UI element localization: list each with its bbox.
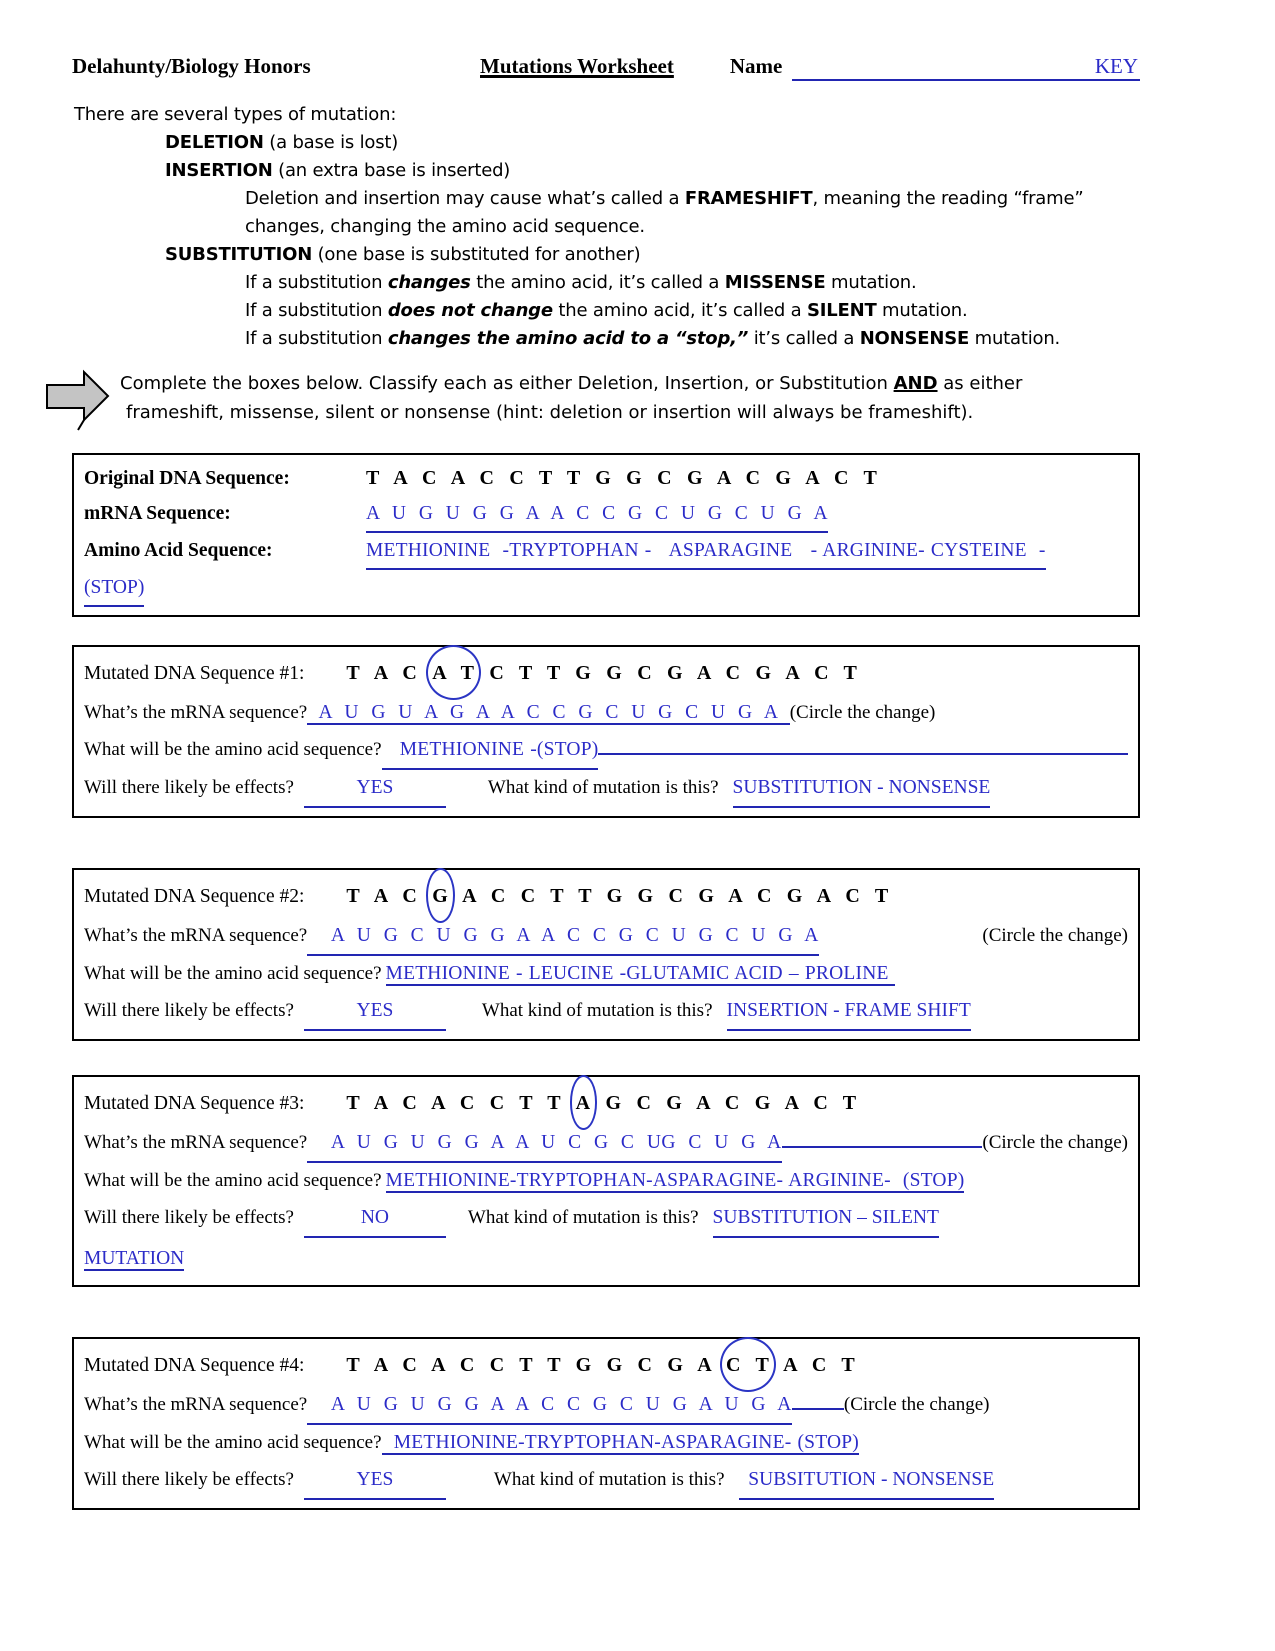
effects-row xyxy=(84,1200,1128,1238)
circle-change-note: (Circle the change) xyxy=(982,1132,1128,1153)
mutation-types-intro xyxy=(72,105,1140,348)
mutated-dna-sequence-1 xyxy=(346,662,858,684)
amino-question-row xyxy=(84,732,1128,770)
circled-bases: A T xyxy=(432,662,476,684)
seq-pre: T A C A C C T T xyxy=(346,1092,576,1114)
amino-answer-3: METHIONINE-TRYPTOPHAN-ASPARAGINE- ARGININE- (STOP) xyxy=(385,1170,965,1191)
mutation-kind-answer-continued xyxy=(84,1242,1128,1277)
mutation-kind-answer-1: SUBSTITUTION - NONSENSE xyxy=(733,770,991,808)
blank-underline xyxy=(782,1146,983,1148)
amino-acid-sequence: METHIONINE -TRYPTOPHAN - ASPARAGINE - ARGININE- CYSTEINE - xyxy=(366,533,1046,570)
circled-bases: G xyxy=(432,885,450,907)
circled-bases: C T xyxy=(726,1354,771,1376)
mutation-kind-question: What kind of mutation is this? xyxy=(493,1469,725,1490)
mrna-question: What’s the mRNA sequence? xyxy=(84,702,308,723)
worksheet-title: Mutations Worksheet xyxy=(480,54,674,78)
intro-line-nonsense: If a substitution changes the amino acid to a “stop,” it’s called a NONSENSE mutation. xyxy=(245,328,1061,349)
amino-question: What will be the amino acid sequence? xyxy=(84,1432,382,1453)
mutation-kind-question: What kind of mutation is this? xyxy=(487,777,719,798)
circle-change-note: (Circle the change) xyxy=(843,1394,990,1415)
mutated-box-3-label: Mutated DNA Sequence #3: xyxy=(84,1093,305,1114)
amino-answer-1: METHIONINE -(STOP) xyxy=(382,732,599,770)
name-label: Name xyxy=(729,54,783,78)
mutated-dna-row xyxy=(84,653,1128,695)
mrna-answer-3: A U G U G G A A U C G C UG C U G A xyxy=(307,1125,781,1163)
effects-answer-2: YES xyxy=(304,993,446,1031)
mutated-box-2-label: Mutated DNA Sequence #2: xyxy=(84,886,305,907)
intro-line: There are several types of mutation: xyxy=(74,104,397,125)
original-amino-row-2 xyxy=(84,570,1128,607)
mrna-question-row xyxy=(84,695,1128,732)
amino-question-row xyxy=(84,1163,1128,1200)
intro-line-missense: If a substitution changes the amino acid, it’s called a MISSENSE mutation. xyxy=(245,272,917,293)
effects-answer-3: NO xyxy=(304,1200,446,1238)
mutated-box-3 xyxy=(72,1075,1140,1287)
intro-line-frameshift: Deletion and insertion may cause what’s called a FRAMESHIFT, meaning the reading “frame” xyxy=(245,188,1084,209)
mutation-kind-question: What kind of mutation is this? xyxy=(467,1207,699,1228)
seq-pre: T A C xyxy=(346,885,433,907)
effects-row xyxy=(84,1462,1128,1500)
mrna-question: What’s the mRNA sequence? xyxy=(84,925,308,946)
amino-answer-4: METHIONINE-TRYPTOPHAN-ASPARAGINE- (STOP) xyxy=(381,1432,859,1453)
intro-line-deletion: DELETION (a base is lost) xyxy=(165,132,399,153)
effects-answer-4: YES xyxy=(304,1462,446,1500)
original-amino-row xyxy=(84,533,1128,570)
effects-question: Will there likely be effects? xyxy=(84,777,294,798)
right-arrow-icon xyxy=(45,369,111,431)
mutation-kind-answer-4: SUBSITUTION - NONSENSE xyxy=(739,1462,995,1500)
blank-underline xyxy=(792,1408,844,1410)
original-dna-label: Original DNA Sequence: xyxy=(84,468,290,489)
effects-question: Will there likely be effects? xyxy=(84,1469,294,1490)
original-sequence-box xyxy=(72,453,1140,617)
answer-key-text: KEY xyxy=(1094,54,1138,78)
page-header xyxy=(72,54,1140,81)
mrna-answer-4: A U G U G G A A C C G C U G A U G A xyxy=(307,1387,792,1425)
amino-answer-2: METHIONINE - LEUCINE -GLUTAMIC ACID – PROLINE xyxy=(385,963,895,984)
course-title: Delahunty/Biology Honors xyxy=(72,54,311,78)
mutated-dna-row xyxy=(84,876,1128,918)
mutated-box-4-label: Mutated DNA Sequence #4: xyxy=(84,1355,305,1376)
mrna-question: What’s the mRNA sequence? xyxy=(84,1132,308,1153)
mutated-box-2 xyxy=(72,868,1140,1041)
amino-question-row xyxy=(84,956,1128,993)
original-mrna-row xyxy=(84,496,1128,533)
mutated-box-1-label: Mutated DNA Sequence #1: xyxy=(84,663,305,684)
blank-underline xyxy=(598,753,1128,755)
stop-codon-text: (STOP) xyxy=(84,570,144,607)
mrna-question-row xyxy=(84,918,1128,956)
mrna-question: What’s the mRNA sequence? xyxy=(84,1394,308,1415)
intro-line-insertion: INSERTION (an extra base is inserted) xyxy=(165,160,511,181)
effects-answer-1: YES xyxy=(304,770,446,808)
seq-post: C T T G G C G A C G A C T xyxy=(475,662,859,684)
circled-mutation-2 xyxy=(432,876,449,916)
instructions xyxy=(72,369,1140,427)
mrna-answer-2: A U G C U G G A A C C G C U G C U G A xyxy=(307,918,819,956)
mrna-label: mRNA Sequence: xyxy=(84,503,231,524)
mrna-question-row xyxy=(84,1125,1128,1163)
circle-change-note: (Circle the change) xyxy=(789,702,936,723)
mutation-kind-question: What kind of mutation is this? xyxy=(481,1000,713,1021)
circle-change-note: (Circle the change) xyxy=(982,925,1128,946)
original-dna-sequence: T A C A C C T T G G C G A C G A C T xyxy=(366,467,879,489)
mutated-box-1 xyxy=(72,645,1140,818)
name-blank-line xyxy=(792,54,1140,81)
circled-mutation-1 xyxy=(432,653,475,693)
intro-line-substitution: SUBSTITUTION (one base is substituted for another) xyxy=(165,244,641,265)
amino-question: What will be the amino acid sequence? xyxy=(84,1170,382,1191)
mutation-kind-answer-3: SUBSTITUTION – SILENT xyxy=(713,1200,939,1238)
effects-row xyxy=(84,993,1128,1031)
mrna-answer-1: A U G U A G A A C C G C U G C U G A xyxy=(307,702,790,723)
seq-pre: T A C A C C T T G G C G A xyxy=(346,1354,726,1376)
intro-line-frameshift-2: changes, changing the amino acid sequence. xyxy=(245,216,645,237)
seq-post: A C C T T G G C G A C G A C T xyxy=(449,885,890,907)
effects-row xyxy=(84,770,1128,808)
seq-post: G C G A C G A C T xyxy=(591,1092,858,1114)
mutated-dna-row xyxy=(84,1083,1128,1125)
amino-question: What will be the amino acid sequence? xyxy=(84,739,382,760)
mutated-dna-sequence-3 xyxy=(346,1092,857,1114)
instructions-line-1: Complete the boxes below. Classify each as either Deletion, Insertion, or Substitution AND as either xyxy=(120,373,1023,394)
original-dna-row xyxy=(84,461,1128,496)
circled-mutation-4 xyxy=(726,1345,770,1385)
amino-acid-label: Amino Acid Sequence: xyxy=(84,540,273,561)
amino-question: What will be the amino acid sequence? xyxy=(84,963,382,984)
seq-post: A C T xyxy=(770,1354,856,1376)
mutated-box-4 xyxy=(72,1337,1140,1510)
mrna-sequence: A U G U G G A A C C G C U G C U G A xyxy=(366,496,828,533)
mutation-kind-answer-2: INSERTION - FRAME SHIFT xyxy=(727,993,971,1031)
mutated-dna-sequence-4 xyxy=(346,1354,855,1376)
circled-mutation-3 xyxy=(576,1083,592,1123)
mrna-question-row xyxy=(84,1387,1128,1425)
effects-question: Will there likely be effects? xyxy=(84,1207,294,1228)
amino-question-row xyxy=(84,1425,1128,1462)
intro-line-silent: If a substitution does not change the amino acid, it’s called a SILENT mutation. xyxy=(245,300,968,321)
seq-pre: T A C xyxy=(346,662,433,684)
effects-question: Will there likely be effects? xyxy=(84,1000,294,1021)
mutation-kind-answer-3b: MUTATION xyxy=(84,1248,185,1269)
instructions-line-2: frameshift, missense, silent or nonsense (hint: deletion or insertion will always be frameshift). xyxy=(126,402,974,423)
circled-bases: A xyxy=(575,1092,592,1114)
mutated-dna-sequence-2 xyxy=(346,885,889,907)
mutated-dna-row xyxy=(84,1345,1128,1387)
